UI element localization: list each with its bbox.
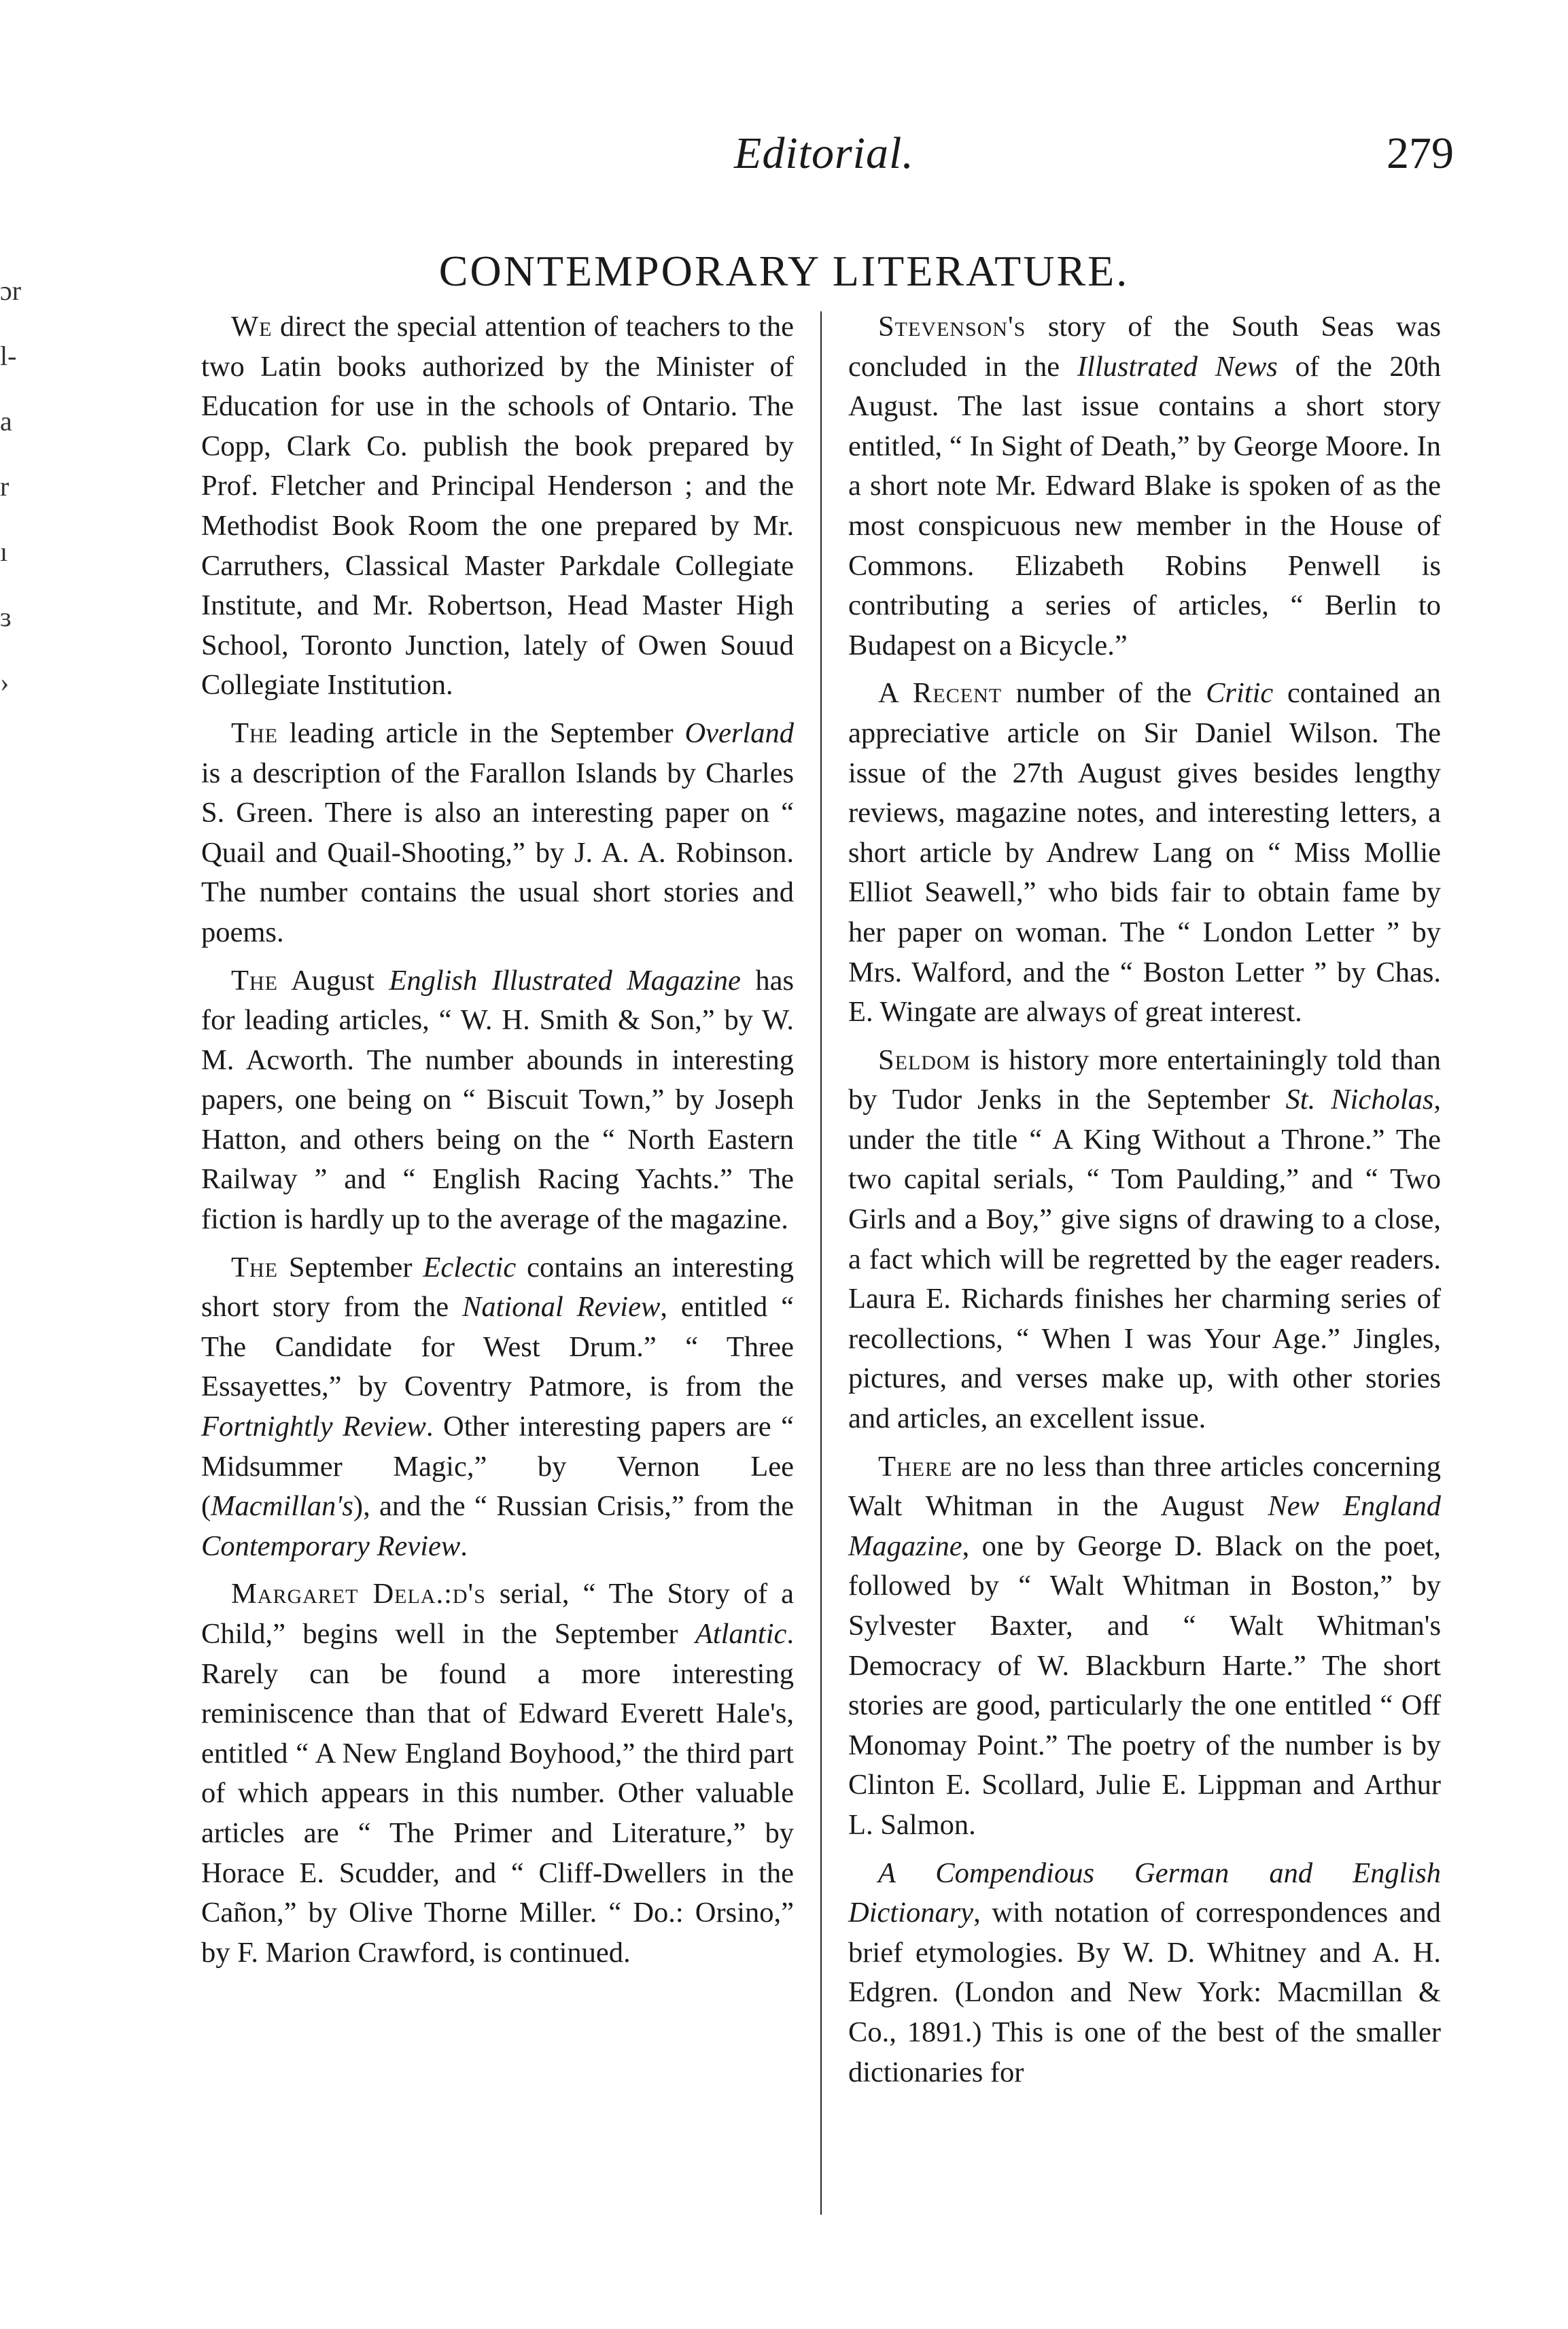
publication-title: St. Nicholas xyxy=(1285,1084,1434,1116)
publication-title: Macmillan's xyxy=(211,1490,353,1523)
margin-fragment: l- xyxy=(0,341,17,371)
paragraph-text: September xyxy=(277,1251,423,1283)
column-divider xyxy=(820,311,822,2215)
publication-title: Eclectic xyxy=(423,1251,517,1283)
paragraph-text: has for leading articles, “ W. H. Smith & Son,” by W. M. Acworth. The number abounds in interesting papers, one being on “ Biscuit Town,” by Joseph Hatton, and others being on the “ North Eastern Railway ” and “ English Racing Yachts.” The fiction is hardly up to the average of the magazine. xyxy=(201,964,795,1236)
lead-in-words: The xyxy=(231,1251,278,1283)
paragraph-text: . Rarely can be found a more interesting reminiscence than that of Edward Everett Hale's, entitled “ A New England Boyhood,” the third part of which appears in this number. Other valuable articles are “ The Primer and Literature,” by Horace E. Scudder, and “ Cliff-Dwellers in the Cañon,” by Olive Thorne Miller. “ Do.: Orsino,” by F. Marion Crawford, is continued. xyxy=(201,1618,794,1969)
paragraph-text: . xyxy=(460,1530,468,1562)
publication-title: Overland xyxy=(684,717,794,749)
lead-in-words: A Recent xyxy=(878,677,1003,710)
lead-in-words: We xyxy=(231,311,273,343)
article-paragraph xyxy=(848,307,1441,666)
lead-in-words: There xyxy=(878,1450,953,1483)
paragraph-text: is history more entertainingly told than by Tudor Jenks in the September xyxy=(848,1043,1441,1116)
margin-fragment: a xyxy=(0,406,12,436)
section-title: CONTEMPORARY LITERATURE. xyxy=(438,247,1130,295)
paragraph-text: , one by George D. Black on the poet, followed by “ Walt Whitman in Boston,” by Sylvester Baxter, and “ Walt Whitman's Democracy of W. Blackburn Harte.” The short stories are good, particularly the one entitled “ Off Monomay Point.” The poetry of the number is by Clinton E. Scollard, Julie E. Lippman and Arthur L. Salmon. xyxy=(848,1530,1441,1841)
publication-title: A Compendious German and English Dictionary xyxy=(848,1857,1441,1929)
publication-title: Critic xyxy=(1206,677,1274,710)
article-paragraph xyxy=(848,1447,1441,1846)
paragraph-text: ), and the “ Russian Crisis,” from the xyxy=(353,1490,794,1523)
paragraph-text: , with notation of correspondences and brief etymologies. By W. D. Whitney and A. H. Edgren. (London and New York: Macmillan & Co., 1891.) This is one of the best of the smaller dictionaries for xyxy=(848,1897,1441,2088)
right-column xyxy=(848,307,1441,2101)
paragraph-text: leading article in the September xyxy=(277,717,685,749)
paragraph-text: story of the South Seas was concluded in the xyxy=(848,311,1441,383)
margin-fragment: r xyxy=(0,471,10,502)
paragraph-text: serial, “ The Story of a Child,” begins well in the September xyxy=(201,1578,794,1650)
paragraph-text: is a description of the Farallon Islands by Charles S. Green. There is also an interesting paper on “ Quail and Quail-Shooting,” by J. A. A. Robinson. The number contains the usual short stories and poems. xyxy=(201,757,794,948)
lead-in-words: The xyxy=(231,717,278,749)
lead-in-words: Seldom xyxy=(878,1043,971,1076)
lead-in-words: Margaret Dela.:d's xyxy=(231,1578,486,1610)
article-paragraph xyxy=(201,714,794,953)
article-paragraph xyxy=(848,674,1441,1032)
running-head xyxy=(0,128,1568,182)
publication-title: Atlantic xyxy=(695,1618,787,1650)
margin-fragment: ɜ xyxy=(0,602,12,632)
page-number: 279 xyxy=(1387,128,1454,178)
publication-title: Fortnightly Review xyxy=(201,1411,426,1443)
paragraph-text: are no less than three articles concerning Walt Whitman in the August xyxy=(848,1450,1441,1523)
paragraph-text: contained an appreciative article on Sir Daniel Wilson. The issue of the 27th August gives besides lengthy reviews, magazine notes, and interesting letters, a short article by Andrew Lang on “ Miss Mollie Elliot Seawell,” who bids fair to obtain fame by her paper on woman. The “ London Letter ” by Mrs. Walford, and the “ Boston Letter ” by Chas. E. Wingate are always of great interest. xyxy=(848,677,1441,1029)
margin-fragments xyxy=(0,258,27,715)
lead-in-words: Stevenson's xyxy=(878,311,1026,343)
paragraph-text: August xyxy=(277,964,389,997)
publication-title: New England Magazine xyxy=(848,1490,1442,1562)
paragraph-text: . Other interesting papers are “ Midsummer Magic,” by Vernon Lee ( xyxy=(201,1411,794,1523)
paragraph-text: of the 20th August. The last issue contains a short story entitled, “ In Sight of Death,” by George Moore. In a short note Mr. Edward Blake is spoken of as the most conspicuous new member in the House of Commons. Elizabeth Robins Penwell is contributing a series of articles, “ Berlin to Budapest on a Bicycle.” xyxy=(848,350,1441,661)
publication-title: National Review xyxy=(461,1291,661,1324)
publication-title: Illustrated News xyxy=(1077,350,1278,383)
article-paragraph xyxy=(848,1854,1441,2093)
margin-fragment: ɔr xyxy=(0,275,22,306)
lead-in-words: The xyxy=(231,964,278,997)
margin-fragment: ı xyxy=(0,536,8,567)
paragraph-text: contains an interesting short story from the xyxy=(201,1251,794,1324)
left-column xyxy=(201,307,794,1981)
article-paragraph xyxy=(201,961,794,1240)
article-paragraph xyxy=(848,1041,1441,1439)
paragraph-text: direct the special attention of teachers to the two Latin books authorized by the Minister of Education for use in the schools of Ontario. The Copp, Clark Co. publish the book prepared by Prof. Fletcher and Principal Henderson ; and the Methodist Book Room the one prepared by Mr. Carruthers, Classical Master Parkdale Collegiate Institute, and Mr. Robertson, Head Master High School, Toronto Junction, lately of Owen Souud Collegiate Institution. xyxy=(201,311,794,702)
paragraph-text: , entitled “ The Candidate for West Drum.” “ Three Essayettes,” by Coventry Patmore, is from the xyxy=(201,1291,794,1403)
article-paragraph xyxy=(201,1248,794,1567)
article-paragraph xyxy=(201,1574,794,1973)
paragraph-text: number of the xyxy=(1002,677,1206,710)
publication-title: English Illustrated Magazine xyxy=(389,964,741,997)
publication-title: Contemporary Review xyxy=(201,1530,461,1562)
running-title: Editorial. xyxy=(734,128,914,178)
article-paragraph xyxy=(201,307,794,706)
paragraph-text: , under the title “ A King Without a Throne.” The two capital serials, “ Tom Paulding,” and “ Two Girls and a Boy,” give signs of drawing to a close, a fact which will be regretted by the eager readers. Laura E. Richards finishes her charming series of recollections, “ When I was Your Age.” Jingles, pictures, and verses make up, with other stories and articles, an excellent issue. xyxy=(848,1084,1441,1435)
margin-fragment: › xyxy=(0,667,10,697)
